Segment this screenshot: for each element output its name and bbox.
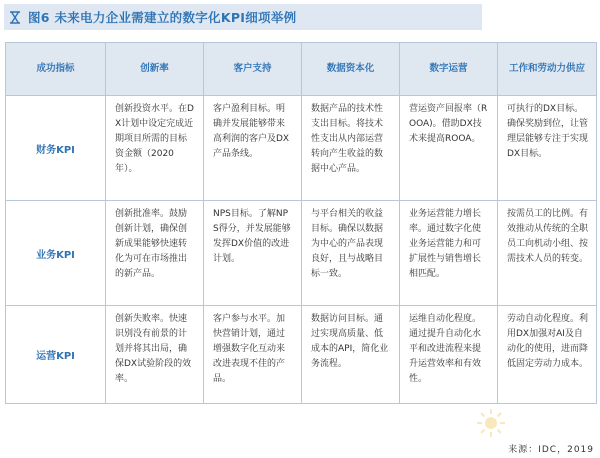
table-cell: NPS目标。了解NPS得分，并发展能够发挥DX价值的改进计划。 — [204, 201, 302, 306]
source-note: 来源：IDC，2019 — [508, 445, 594, 455]
column-header: 客户支持 — [204, 43, 302, 96]
table-row — [6, 201, 597, 306]
kpi-table — [5, 42, 597, 404]
table-cell: 与平台相关的收益目标。确保以数据为中心的产品表现良好，且与战略目标一致。 — [302, 201, 400, 306]
table-cell: 数据访问目标。通过实现高质量、低成本的API，简化业务流程。 — [302, 306, 400, 404]
table-cell: 可执行的DX目标。确保奖励到位，让管理层能够专注于实现DX目标。 — [498, 96, 597, 201]
column-header: 成功指标 — [6, 43, 106, 96]
table-header-row — [6, 43, 597, 96]
table-cell: 创新批准率。鼓励创新计划，确保创新成果能够快速转化为可在市场推出的新产品。 — [106, 201, 204, 306]
column-header: 创新率 — [106, 43, 204, 96]
table-cell: 运维自动化程度。通过提升自动化水平和改进流程来提升运营效率和有效性。 — [400, 306, 498, 404]
table-cell: 创新失败率。快速识别没有前景的计划并将其出局，确保DX试验阶段的效率。 — [106, 306, 204, 404]
row-label: 财务KPI — [6, 96, 106, 201]
table-cell: 按需员工的比例。有效推动从传统的全职员工向机动小组、按需技术人员的转变。 — [498, 201, 597, 306]
row-label: 业务KPI — [6, 201, 106, 306]
figure-title-bar — [4, 4, 482, 30]
table-row — [6, 96, 597, 201]
table-cell: 业务运营能力增长率。通过数字化使业务运营能力和可扩展性与销售增长相匹配。 — [400, 201, 498, 306]
column-header: 工作和劳动力供应 — [498, 43, 597, 96]
column-header: 数字运营 — [400, 43, 498, 96]
table-cell: 数据产品的技术性支出目标。将技术性支出从内部运营转向产生收益的数据中心产品。 — [302, 96, 400, 201]
table-cell: 营运资产回报率（ROOA)。借助DX技术来提高ROOA。 — [400, 96, 498, 201]
hourglass-icon — [8, 10, 22, 24]
column-header: 数据资本化 — [302, 43, 400, 96]
watermark-logo-icon — [476, 408, 506, 438]
table-cell: 客户参与水平。加快营销计划，通过增强数字化互动来改进表现不佳的产品。 — [204, 306, 302, 404]
table-cell: 客户盈利目标。明确并发展能够带来高利润的客户及DX产品条线。 — [204, 96, 302, 201]
table-cell: 创新投资水平。在DX计划中设定完成近期项目所需的目标资金额（2020年）。 — [106, 96, 204, 201]
figure-title: 图6 未来电力企业需建立的数字化KPI细项举例 — [28, 10, 297, 25]
table-cell: 劳动自动化程度。利用DX加强对AI及自动化的使用，进而降低固定劳动力成本。 — [498, 306, 597, 404]
row-label: 运营KPI — [6, 306, 106, 404]
table-row — [6, 306, 597, 404]
